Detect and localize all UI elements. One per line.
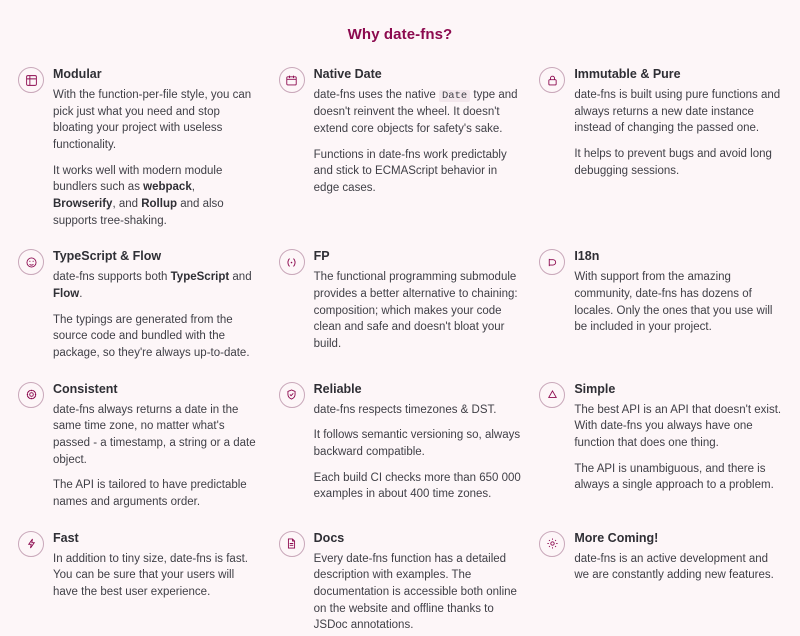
feature-paragraph: The API is tailored to have predictable names and arguments order. — [53, 479, 247, 509]
feature-title: Reliable — [313, 381, 362, 396]
feature-paragraph: In addition to tiny size, date-fns is fast. You can be sure that your users will have the best user experience. — [53, 552, 248, 599]
feature-paragraph: date-fns is built using pure functions and always returns a new date instance instead of changing the passed one. — [574, 89, 781, 135]
feature-title: Consistent — [53, 381, 118, 396]
feature-fp — [279, 247, 522, 361]
feature-title: Native Date — [313, 67, 382, 81]
lock-icon — [539, 67, 565, 93]
feature-typescript-flow — [18, 247, 261, 361]
feature-more-coming — [539, 529, 782, 634]
feature-title: I18n — [574, 249, 600, 264]
feature-title: Immutable & Pure — [574, 67, 681, 81]
sparkle-sun-icon — [539, 531, 565, 557]
feature-reliable — [279, 380, 522, 511]
feature-body — [574, 65, 782, 179]
feature-paragraph: It works well with modern module bundlers such as webpack, Browserify, and Rollup and also supports tree-shaking. — [53, 164, 224, 227]
feature-consistent — [18, 380, 261, 511]
features-grid — [18, 65, 782, 634]
feature-paragraph: With the function-per-file style, you can pick just what you need and stop bloating your project with useless functionality. — [53, 89, 252, 152]
function-parens-icon — [279, 249, 305, 275]
page-title: Why date-fns? — [347, 26, 453, 43]
feature-body — [314, 247, 522, 352]
feature-title: Simple — [574, 381, 616, 396]
feature-body — [574, 529, 782, 584]
feature-body — [314, 380, 522, 503]
feature-paragraph: It follows semantic versioning so, always backward compatible. — [313, 429, 521, 459]
feature-body — [314, 529, 522, 634]
feature-body — [53, 380, 261, 511]
feature-paragraph: With support from the amazing community, date-fns has dozens of locales. Only the ones that you use will be included in your project. — [574, 271, 773, 334]
typescript-face-icon — [18, 249, 44, 275]
feature-body — [574, 247, 782, 336]
document-icon — [279, 531, 305, 557]
feature-paragraph: date-fns supports both TypeScript and Flow. — [53, 271, 252, 301]
feature-paragraph: The functional programming submodule provides a better alternative to chaining: composition; which makes your code clean and safe and doesn't bloat your build. — [313, 271, 518, 351]
code-date: Date — [439, 90, 470, 102]
feature-body — [53, 529, 261, 601]
feature-title: Fast — [53, 530, 79, 545]
feature-paragraph: Functions in date-fns work predictably and stick to ECMAScript behavior in edge cases. — [313, 148, 507, 194]
feature-title: TypeScript & Flow — [53, 249, 162, 264]
feature-paragraph: date-fns is an active development and we are constantly adding new features. — [574, 552, 774, 582]
feature-modular — [18, 65, 261, 229]
feature-docs — [279, 529, 522, 634]
feature-native-date — [279, 65, 522, 229]
feature-paragraph: It helps to prevent bugs and avoid long debugging sessions. — [574, 148, 772, 177]
feature-title: Docs — [313, 530, 345, 545]
feature-simple — [539, 380, 782, 511]
feature-body — [314, 65, 522, 197]
lightning-bolt-icon — [18, 531, 44, 557]
module-box-icon — [18, 67, 44, 93]
feature-paragraph: date-fns respects timezones & DST. — [313, 403, 497, 416]
feature-body — [53, 247, 261, 361]
feature-paragraph: date-fns uses the native Date type and doesn't reinvent the wheel. It doesn't extend core objects for safety's sake. — [313, 89, 518, 135]
feature-paragraph: The best API is an API that doesn't exist. With date-fns you always have one function that does one thing. — [574, 403, 782, 450]
gear-icon — [18, 382, 44, 408]
feature-title: More Coming! — [574, 530, 659, 545]
feature-body — [53, 65, 261, 229]
feature-paragraph: date-fns always returns a date in the same time zone, no matter what's passed - a timestamp, a string or a date object. — [53, 403, 256, 466]
triangle-icon — [539, 382, 565, 408]
feature-title: FP — [313, 249, 330, 264]
shield-check-icon — [279, 382, 305, 408]
feature-immutable-pure — [539, 65, 782, 229]
feature-paragraph: Every date-fns function has a detailed description with examples. The documentation is accessible both online on the website and offline thanks to JSDoc annotations. — [313, 552, 517, 632]
feature-paragraph: Each build CI checks more than 650 000 examples in about 400 time zones. — [313, 471, 521, 501]
feature-paragraph: The typings are generated from the source code and bundled with the package, so they're always up-to-date. — [53, 313, 250, 360]
feature-body — [574, 380, 782, 494]
feature-paragraph: The API is unambiguous, and there is always a single approach to a problem. — [574, 462, 774, 492]
feature-fast — [18, 529, 261, 634]
feature-title: Modular — [53, 67, 102, 81]
globe-language-icon — [539, 249, 565, 275]
calendar-icon — [279, 67, 305, 93]
feature-i18n — [539, 247, 782, 361]
